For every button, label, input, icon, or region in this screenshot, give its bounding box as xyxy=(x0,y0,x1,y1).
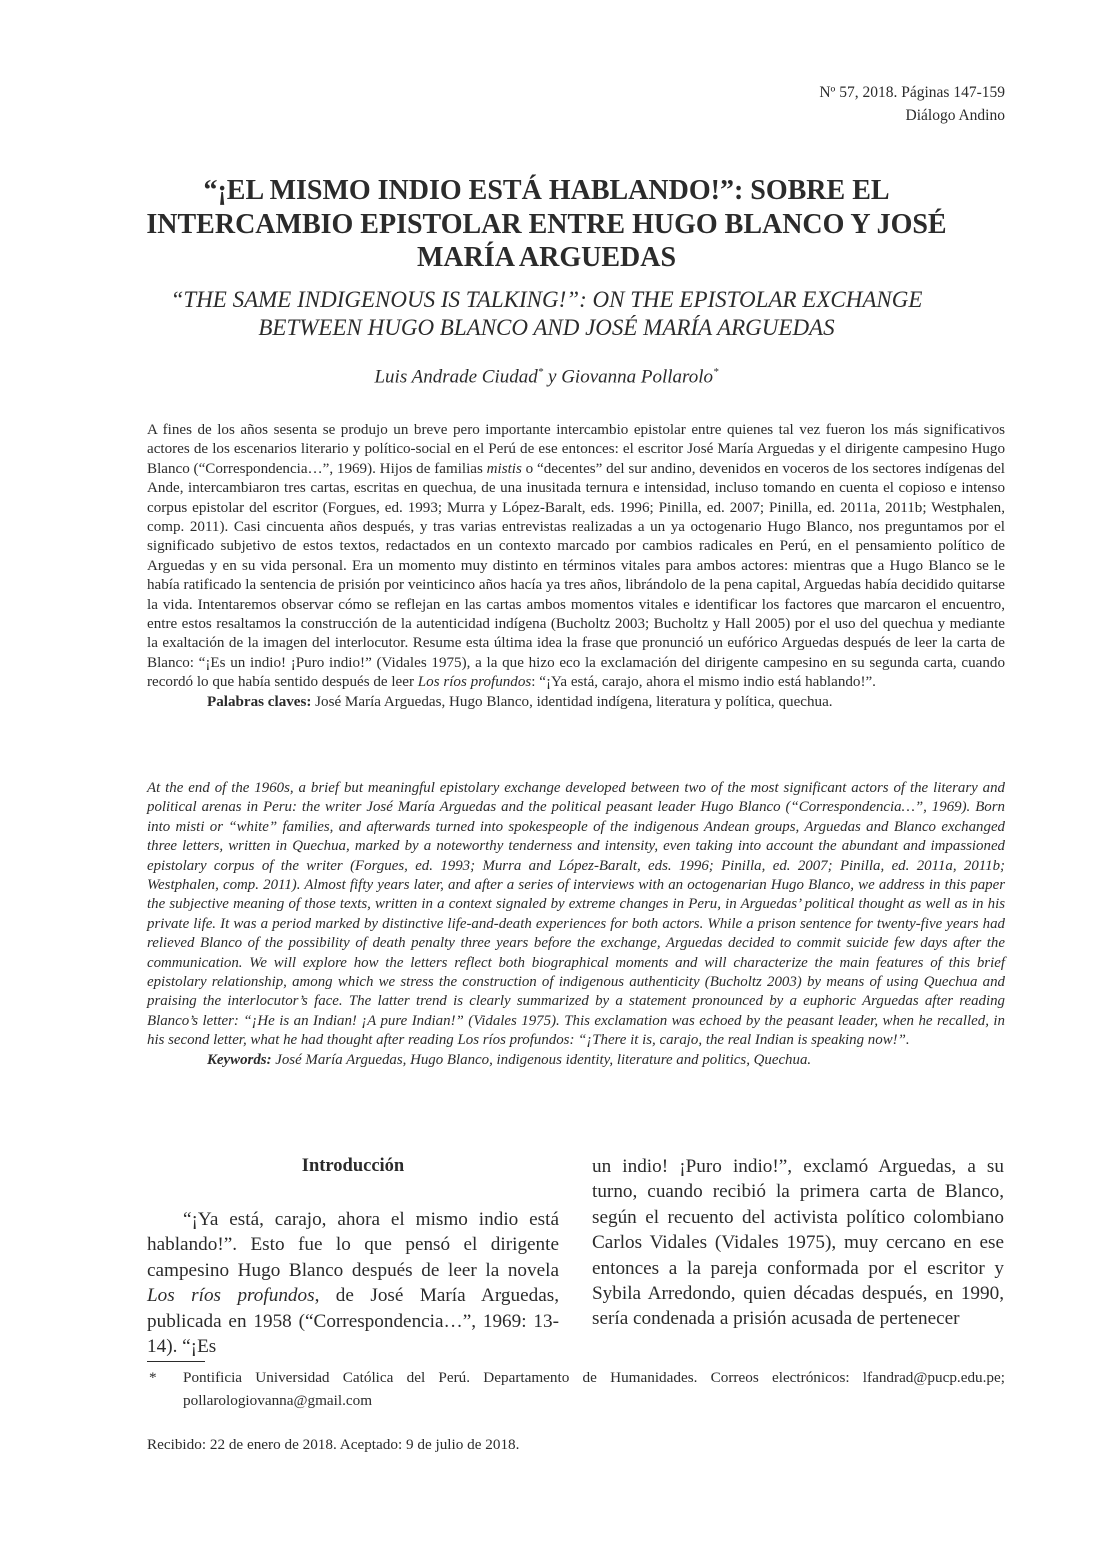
author-1-footnote-mark: * xyxy=(537,366,544,378)
title-spanish: “¡EL MISMO INDIO ESTÁ HABLANDO!”: SOBRE EL INTERCAMBIO EPISTOLAR ENTRE HUGO BLANCO Y JOSÉ MARÍA ARGUEDAS xyxy=(146,175,947,273)
journal-name: Diálogo Andino xyxy=(905,106,1005,124)
author-2-footnote-mark: * xyxy=(713,366,719,378)
keywords-es-label: Palabras claves: xyxy=(207,693,312,710)
body-column-left xyxy=(147,1154,559,1359)
issue-info: Nº 57, 2018. Páginas 147-159 xyxy=(819,84,1005,101)
author-connector: y xyxy=(543,366,562,388)
abstract-es-text-3: : “¡Ya está, carajo, ahora el mismo indio está hablando!”. xyxy=(531,674,876,691)
running-head xyxy=(819,82,1005,127)
author-1: Luis Andrade Ciudad xyxy=(374,366,538,388)
abstract-english xyxy=(147,779,1005,1070)
body-column-right xyxy=(592,1154,1004,1332)
intro-italic-title: Los ríos profundos xyxy=(147,1285,315,1307)
footnote xyxy=(147,1367,1005,1412)
keywords-english xyxy=(147,1051,1005,1070)
abstract-es-italic-mistis: mistis xyxy=(486,460,522,477)
author-2: Giovanna Pollarolo xyxy=(561,366,714,388)
abstract-es-italic-title: Los ríos profundos xyxy=(417,674,532,691)
intro-paragraph xyxy=(147,1207,559,1359)
footnote-text: Pontificia Universidad Católica del Perú. Departamento de Humanidades. Correos electrónicos: lfandrad@pucp.edu.pe; pollarologiovanna@gmail.com xyxy=(183,1369,1005,1409)
keywords-es-list: José María Arguedas, Hugo Blanco, identidad indígena, literatura y política, quechua. xyxy=(311,693,833,710)
abstract-spanish xyxy=(147,421,1005,712)
intro-continuation: un indio! ¡Puro indio!”, exclamó Arguedas, a su turno, cuando recibió la primera carta de Blanco, según el recuento del activista político colombiano Carlos Vidales (Vidales 1975), muy cercano en ese entonces a la pareja conformada por el escritor y Sybila Arredondo, quien décadas después, en 1990, sería condenada a prisión acusada de pertenecer xyxy=(592,1156,1004,1330)
authors xyxy=(120,360,973,389)
abstract-es-text-1: A fines de los años sesenta se produjo un breve pero importante intercambio epistolar entre quienes tal vez fueron los más significativos actores de los escenarios literario y político-social en el Perú de ese entonces: el escritor José María Arguedas y el dirigente campesino Hugo Blanco (“Correspondencia…”, 1969). Hijos de familias xyxy=(147,422,1005,477)
abstract-es-text-2: o “decentes” del sur andino, devenidos en voceros de los sectores indígenas del Ande, intercambiaron tres cartas, escritas en quechua, de una inusitada ternura e intensidad, incluso tomando en cuenta el copioso e intenso corpus epistolar del escritor (Forgues, ed. 1993; Murra y López-Baralt, eds. 1996; Pinilla, ed. 2007; Pinilla, ed. 2011a, 2011b; Westphalen, comp. 2011). Casi cincuenta años después, y tras varias entrevistas realizadas a un ya octogenario Hugo Blanco, nos preguntamos por el significado subjetivo de estos textos, redactados en un contexto marcado por cambios radicales en Perú, en el pensamiento político de Arguedas y en su vida personal. Era un momento muy distinto en términos vitales para ambos actores: mientras que a Hugo Blanco se le había ratificado la sentencia de prisión por veinticinco años hacía ya tres años, librándolo de la pena capital, Arguedas había decidido quitarse la vida. Intentaremos observar cómo se reflejan en las cartas ambos momentos vitales e identificar los factores que marcaron el encuentro, entre estos resaltamos la construcción de la autenticidad indígena (Bucholtz 2003; Bucholtz y Hall 2005) por el uso del quechua y mediante la exaltación de la imagen del interlocutor. Resume esta última idea la frase que pronunció un eufórico Arguedas después de leer la carta de Blanco: “¡Es un indio! ¡Puro indio!” (Vidales 1975), a la que hizo eco la exclamación del dirigente campesino en su segunda carta, cuando recordó lo que había sentido después de leer xyxy=(147,460,1005,691)
intro-text-1: “¡Ya está, carajo, ahora el mismo indio está hablando!”. Esto fue lo que pensó el dirigente campesino Hugo Blanco después de leer la novela xyxy=(147,1209,559,1281)
received-dates: Recibido: 22 de enero de 2018. Aceptado: 9 de julio de 2018. xyxy=(147,1436,520,1453)
keywords-spanish xyxy=(147,693,1005,712)
intro-text-2: , de José María Arguedas, publicada en 1958 (“Correspondencia…”, 1969: 13-14). “¡Es xyxy=(147,1285,559,1358)
keywords-en-list: José María Arguedas, Hugo Blanco, indigenous identity, literature and politics, Quechua. xyxy=(271,1051,812,1068)
keywords-en-label: Keywords: xyxy=(207,1051,272,1068)
section-heading-introduccion: Introducción xyxy=(301,1156,405,1176)
abstract-en-text: At the end of the 1960s, a brief but meaningful epistolary exchange developed between two of the most significant actors of the literary and political arenas in Peru: the writer José María Arguedas and the political peasant leader Hugo Blanco (“Correspondencia…”, 1969). Born into misti or “white” families, and afterwards turned into spokespeople of the indigenous Andean groups, Arguedas and Blanco exchanged three letters, written in Quechua, marked by a noteworthy tenderness and intensity, even taking into account the abundant and impassioned epistolary corpus of the writer (Forgues, ed. 1993; Murra and López-Baralt, eds. 1996; Pinilla, ed. 2007; Pinilla, ed. 2011a, 2011b; Westphalen, comp. 2011). Almost fifty years later, and after a series of interviews with an octogenarian Hugo Blanco, we address in this paper the subjective meaning of those texts, written in a context signaled by extreme changes in Peru, in Arguedas’ political thought as well as in his private life. It was a period marked by distinctive life-and-death experiences for both actors. While a prison sentence for twenty-five years had relieved Blanco of the possibility of death penalty three years before the exchange, Arguedas decided to commit suicide few days after the communication. We will explore how the letters reflect both biographical moments and will characterize the main features of this brief epistolary relationship, among which we stress the construction of indigenous authenticity (Bucholtz 2003) by means of using Quechua and praising the interlocutor’s face. The latter trend is clearly summarized by a statement pronounced by a euphoric Arguedas after reading Blanco’s letter: “¡He is an Indian! ¡A pure Indian!” (Vidales 1975). This exclamation was echoed by the peasant leader, when he recalled, in his second letter, what he had thought after reading Los ríos profundos: “¡There it is, carajo, the real Indian is speaking now!”. xyxy=(147,780,1005,1049)
footnote-mark: * xyxy=(149,1369,157,1386)
footnote-divider xyxy=(147,1361,205,1362)
title-english: “THE SAME INDIGENOUS IS TALKING!”: ON THE EPISTOLAR EXCHANGE BETWEEN HUGO BLANCO AND JOSÉ MARÍA ARGUEDAS xyxy=(170,287,923,340)
